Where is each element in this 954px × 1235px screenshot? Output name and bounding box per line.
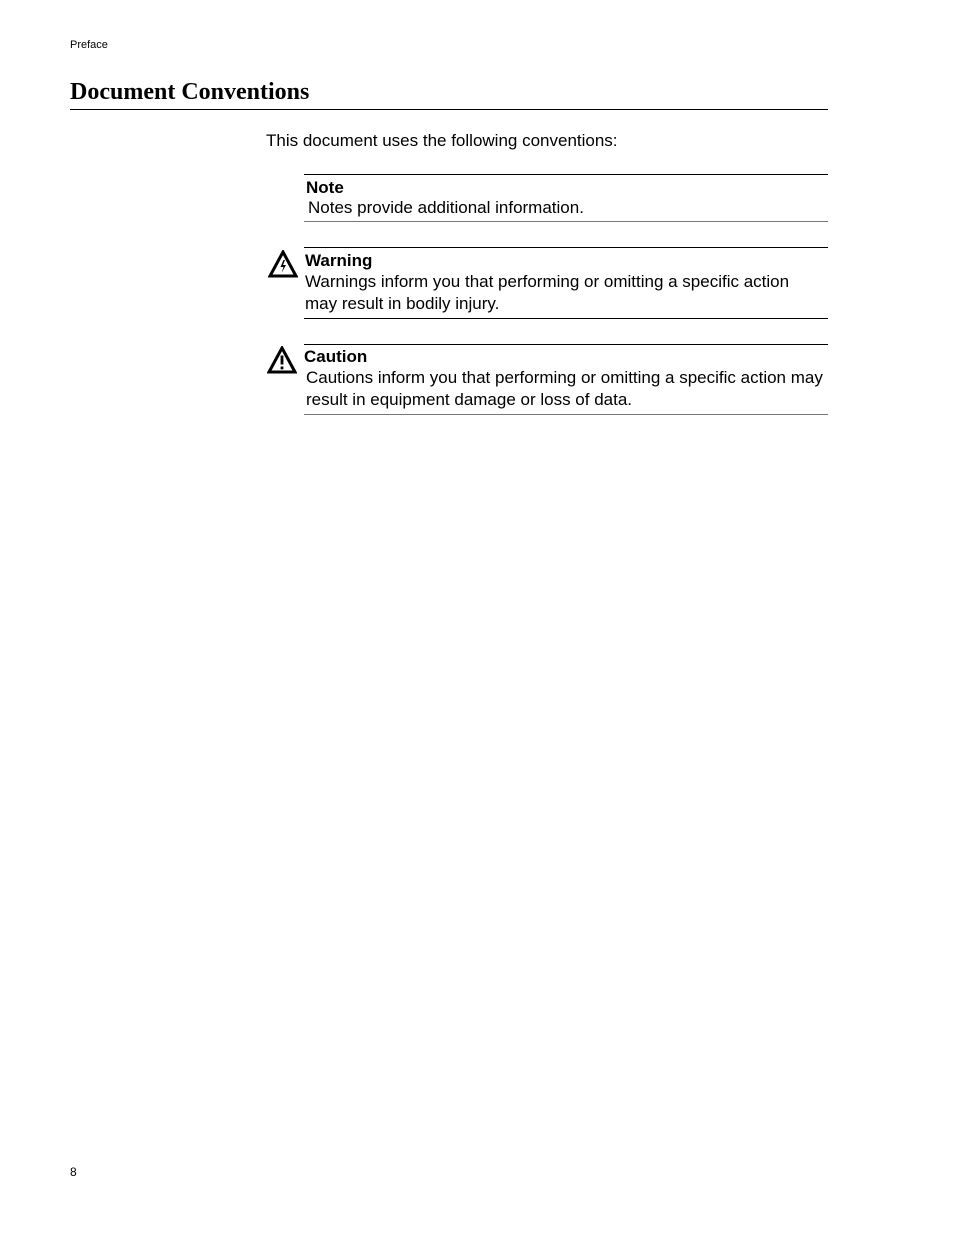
note-text: Notes provide additional information. [308,198,584,217]
page-title: Document Conventions [70,79,310,105]
note-callout [304,174,828,222]
caution-exclamation-icon [267,346,297,374]
electric-shock-warning-icon [268,250,298,278]
warning-bottom-rule [304,318,828,319]
caution-bottom-rule [304,414,828,415]
warning-label: Warning [305,251,373,270]
caution-callout [304,344,828,415]
intro-text: This document uses the following conventions: [266,131,618,150]
caution-label: Caution [304,347,368,366]
warning-callout [304,247,828,319]
caution-text: Cautions inform you that performing or omitting a specific action may result in equipment damage or loss of data. [306,368,823,409]
page-number: 8 [70,1165,77,1179]
note-label: Note [306,178,344,197]
running-head: Preface [70,39,108,51]
title-rule [70,109,828,110]
warning-text: Warnings inform you that performing or omitting a specific action may result in bodily injury. [305,272,790,313]
note-bottom-rule [304,221,828,222]
